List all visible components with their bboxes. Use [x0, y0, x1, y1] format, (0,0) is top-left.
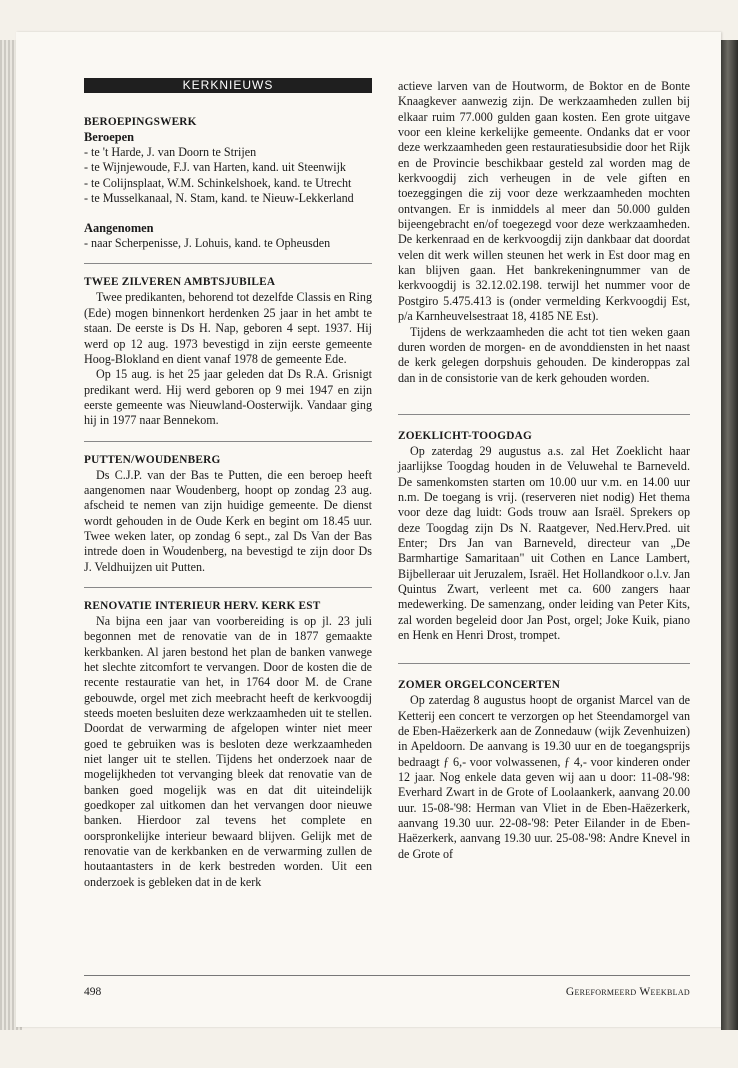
spacer	[84, 206, 372, 221]
article-paragraph: Na bijna een jaar van voorbereiding is op jl. 23 juli begonnen met de renovatie van de in 1877 gemaakte kerkbanken. Al jaren bestond het plan de banken vanwege het slechte zitcomfort te vervangen. Door de kosten die de recente restauratie van het, in 1764 door M. de Crane gebouwde, orgel met zich meebracht heeft de kerkvoogdij steeds moeten besluiten deze werkzaamheden uit te stellen. Doordat de verwarming de afgelopen winter niet meer goed te gebruiken was is besloten deze werkzaamheden niet langer uit te stellen. Tijdens het onderzoek naar de mogelijkheden tot vervanging bleek dat renovatie van de banken goed mogelijk was en dat dit uiteindelijk goedkoper zal uitkomen dan het vervangen door nieuwe banken. Hierdoor zal tevens het complete en oorspronkelijke interieur bewaard blijven. Gelijk met de renovatie van de kerkbanken en de verwarming zullen de houtaantasters in de kerk bestreden worden. Uit een onderzoek is gebleken dat in de kerk	[84, 613, 372, 889]
orgel-heading: ZOMER ORGELCONCERTEN	[398, 679, 561, 692]
list-item: - te Wijnjewoude, F.J. van Harten, kand. uit Steenwijk	[84, 160, 346, 175]
list-item: - te Colijnsplaat, W.M. Schinkelshoek, kand. te Utrecht	[84, 175, 352, 190]
zoeklicht-section	[398, 429, 690, 643]
article-paragraph: Op zaterdag 8 augustus hoopt de organist Marcel van de Ketterij een concert te verzorgen op het Steendamorgel van de Eben-Haëzerkerk aan de Zonnedauw (wijk Zevenhuizen) in Apeldoorn. De aanvang is 19.30 uur en de toegangsprijs bedraagt ƒ 6,- voor volwassenen, ƒ 4,- voor kinderen onder 12 jaar. Nog enkele data geven wij aan u door: 11-08-'98: Everhard Zwart in de Grote of Loolaankerk, aanvang 20.00 uur. 15-08-'98: Herman van Vliet in de Eben-Haëzerkerk, aanvang 19.30 uur. 22-08-'98: Peter Eilander in de Eben-Haëzerkerk, aanvang 19.30 uur. 25-08-'98: Andre Knevel in de Grote of	[398, 693, 690, 861]
section-divider	[84, 587, 372, 588]
list-item: - naar Scherpenisse, J. Lohuis, kand. te Opheusden	[84, 236, 331, 251]
page-number: 498	[84, 986, 102, 998]
journal-title: Gereformeerd Weekblad	[565, 986, 690, 998]
zilveren-heading: TWEE ZILVEREN AMBTSJUBILEA	[84, 276, 276, 289]
beroepingswerk-heading: BEROEPINGSWERK	[84, 116, 197, 128]
zilveren-section	[84, 275, 372, 428]
right-column	[398, 79, 690, 862]
beroepingswerk-section	[84, 115, 372, 251]
section-divider	[84, 263, 372, 264]
section-masthead: KERKNIEUWS	[84, 78, 372, 93]
renovatie-heading: RENOVATIE INTERIEUR HERV. KERK EST	[84, 599, 321, 612]
aangenomen-subheading: Aangenomen	[84, 221, 154, 236]
section-divider	[84, 441, 372, 442]
page-footer	[84, 975, 690, 998]
orgel-section	[398, 678, 690, 862]
renovatie-section	[84, 599, 372, 890]
zoeklicht-heading: ZOEKLICHT-TOOGDAG	[398, 429, 532, 442]
article-paragraph: Ds C.J.P. van der Bas te Putten, die een beroep heeft aangenomen naar Woudenberg, hoopt op zondag 23 aug. afscheid te nemen van zijn huidige gemeente. De dienst wordt gehouden in de Oude Kerk en begint om 18.45 uur. Twee weken later, op zondag 6 sept., zal Ds Van der Bas intrede doen in Woudenberg, na bevestigd te zijn door Ds J. Veldhuijzen uit Putten.	[84, 467, 372, 574]
book-spine	[721, 40, 738, 1030]
list-item: - te Musselkanaal, N. Stam, kand. te Nieuw-Lekkerland	[84, 190, 354, 205]
list-item: - te 't Harde, J. van Doorn te Strijen	[84, 145, 257, 159]
section-divider	[398, 414, 690, 415]
left-column	[84, 78, 372, 890]
aangenomen-list	[84, 236, 372, 251]
article-paragraph: Op 15 aug. is het 25 jaar geleden dat Ds R.A. Grisnigt predikant werd. Hij werd geboren op 9 mei 1947 en zijn eerste gemeente was Nieuwland-Oosterwijk. Vandaar ging hij in 1977 naar Bennekom.	[84, 367, 372, 428]
putten-section	[84, 453, 372, 575]
article-paragraph: Op zaterdag 29 augustus a.s. zal Het Zoeklicht haar jaarlijkse Toogdag houden in de Veluwehal te Barneveld. De samenkomsten starten om 10.00 uur v.m. en 14.00 uur n.m. De toegang is vrij. (reserveren niet nodig) Het thema voor deze dag luidt: Gods trouw aan Israël. Sprekers op deze Toogdag zijn Ds N. Raatgever, Ned.Herv.Pred. uit Enter; Drs Jan van Barneveld, directeur van „De Barmhartige Samaritaan" uit Cothen en Lance Lambert, Bijbelleraar uit Jeruzalem, Israël. Het Hollandkoor o.l.v. Jan Quintus Zwart, verleent met ca. 600 zangers haar medewerking. De samenzang, onder leiding van Peter Kits, zal worden begeleid door Jan Post, orgel; Joke Kuik, piano en Henk en Henri Drost, trompet.	[398, 443, 690, 642]
article-paragraph-continued: actieve larven van de Houtworm, de Boktor en de Bonte Knaagkever aanwezig zijn. De werkzaamheden zullen bij elkaar ruim 77.000 gulden gaan kosten. Een grote uitgave voor een kleine kerkelijke gemeente. Ondanks dat er voor deze werkzaamheden geen restauratiesubsidie door het Rijk en de Provincie beschikbaar gesteld zal worden mag de kerkvoogdij zich verheugen in de vele giften en toezeggingen die zij voor deze werkzaamheden mochten ontvangen. Er is inmiddels al meer dan 50.000 gulden bijeengebracht en/of toegezegd voor deze werkzaamheden. De kerkenraad en de kerkvoogdij zijn dankbaar dat doordat velen dit werk willen steunen het werk in Est door mag en kan blijven gaan. Het bankrekeningnummer van de kerkvoogdij is 32.12.02.198. terwijl het nummer voor de Postgiro 5.475.413 is (onder vermelding Kerkvoogdij Est, p/a Karnheuvelsestraat 18, 4185 NE Est).	[398, 79, 690, 324]
article-paragraph: Tijdens de werkzaamheden die acht tot tien weken gaan duren worden de morgen- en de avonddiensten in het naast de kerk gelegen dorpshuis gehouden. De kinderoppas zal dan in de consistorie van de kerk gehouden worden.	[398, 324, 690, 385]
putten-heading: PUTTEN/WOUDENBERG	[84, 453, 221, 466]
beroepen-subheading: Beroepen	[84, 130, 135, 144]
article-paragraph: Twee predikanten, behorend tot dezelfde Classis en Ring (Ede) mogen binnenkort herdenken 25 jaar in het ambt te staan. De eerste is Ds H. Nap, geboren 4 sept. 1937. Hij werd op 12 aug. 1973 bevestigd in zijn eerste gemeente Hoog-Blokland en dient vanaf 1978 de gemeente Ede.	[84, 290, 372, 366]
beroepen-list	[84, 145, 372, 206]
section-divider	[398, 663, 690, 664]
